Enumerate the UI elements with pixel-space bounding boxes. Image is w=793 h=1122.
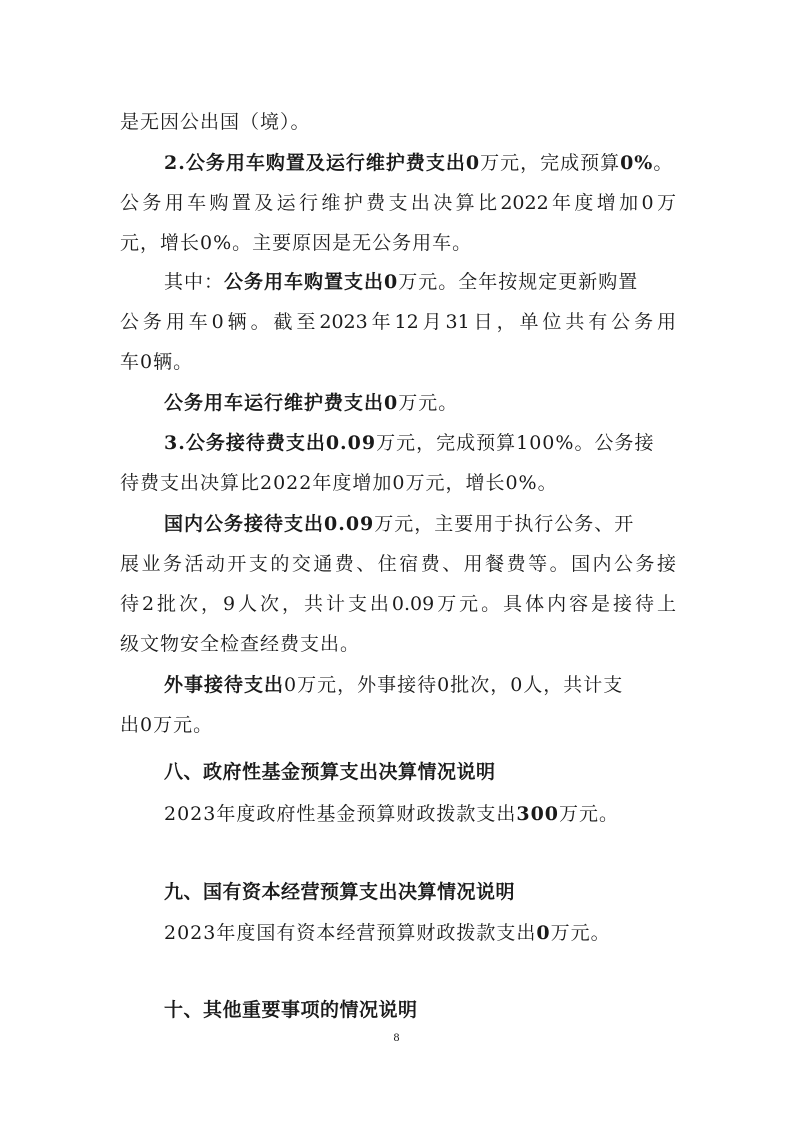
paragraph-line [164,151,676,175]
text-run: 。 [653,152,674,174]
paragraph-line [120,471,676,495]
text-run: 万元。 [398,392,459,414]
paragraph-line [164,270,676,294]
paragraph-line [120,110,676,134]
paragraph-line [120,310,676,334]
text-run: 万元，完成预算100%。公务接 [376,432,655,454]
text-run: 2023年度国有资本经营预算财政拨款支出 [164,922,537,944]
text-run: 出0万元。 [120,714,214,736]
section-heading-8: 八、政府性基金预算支出决算情况说明 [164,761,496,783]
paragraph-line [120,231,676,255]
text-run: 是无因公出国（境）。 [120,111,311,133]
paragraph-line [164,673,676,697]
text-run: 万元。 [559,803,620,825]
bold-text: 国内公务接待支出0.09 [164,513,375,535]
text-run: 级文物安全检查经费支出。 [120,633,361,655]
text-run: 万元，主要用于执行公务、开 [374,513,635,535]
bold-text: 3.公务接待费支出0.09 [164,432,377,454]
bold-text: 外事接待支出 [164,674,285,696]
paragraph-line [120,713,676,737]
bold-text: 公务用车运行维护费支出0 [164,392,399,414]
paragraph-line [164,512,676,536]
text-run: 待费支出决算比2022年度增加0万元，增长0%。 [120,472,558,494]
paragraph-line [120,632,676,656]
bold-text: 300 [516,803,560,825]
text-run: 元，增长0%。主要原因是无公务用车。 [120,232,473,254]
text-run: 万元，完成预算 [480,152,621,174]
bold-text: 0% [620,152,654,174]
text-run: 2023年度政府性基金预算财政拨款支出 [164,803,517,825]
paragraph-line [164,431,676,455]
text-run: 车0辆。 [120,351,194,373]
text-run: 公务用车0辆。截至2023年12月31日，单位共有公务用 [120,311,676,333]
text-run: 其中： [164,271,225,293]
text-run: 公务用车购置及运行维护费支出决算比2022年度增加0万 [120,192,676,214]
paragraph-line [120,592,676,616]
bold-text: 2.公务用车购置及运行维护费支出0 [164,152,481,174]
section-heading-10: 十、其他重要事项的情况说明 [164,999,418,1021]
paragraph-line [120,191,676,215]
page-number: 8 [393,1030,400,1044]
paragraph-line [164,391,676,415]
paragraph-line [120,350,676,374]
paragraph-line [164,921,676,945]
text-run: 万元。 [550,922,611,944]
bold-text: 公务用车购置支出0 [224,271,399,293]
text-run: 0万元，外事接待0批次，0人，共计支 [284,674,624,696]
bold-text: 0 [536,922,551,944]
paragraph-line [164,802,676,826]
text-run: 万元。全年按规定更新购置 [398,271,639,293]
text-run: 待2批次，9人次，共计支出0.09万元。具体内容是接待上 [120,593,676,615]
text-run: 展业务活动开支的交通费、住宿费、用餐费等。国内公务接 [120,553,676,575]
paragraph-line [120,552,676,576]
section-heading-9: 九、国有资本经营预算支出决算情况说明 [164,881,516,903]
